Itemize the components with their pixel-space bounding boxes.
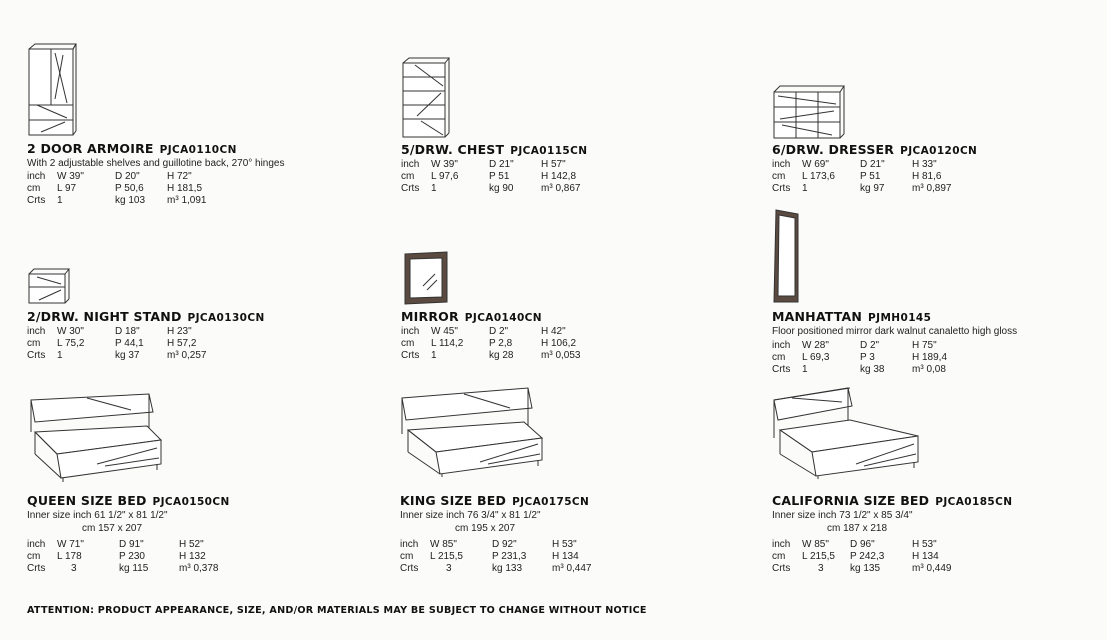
mirror-drawing-icon xyxy=(401,250,451,306)
queen-bed-drawing-icon xyxy=(27,392,167,484)
spec-volume: m³ 0,449 xyxy=(912,563,952,574)
spec-length: L 69,3 xyxy=(802,352,830,363)
spec-volume: m³ 0,897 xyxy=(912,183,952,194)
dresser-code: PJCA0120CN xyxy=(900,145,978,157)
spec-row-inch xyxy=(772,539,982,551)
spec-row-cm xyxy=(772,551,982,563)
spec-crts: 3 xyxy=(446,563,452,574)
spec-height: H 23" xyxy=(167,326,192,337)
queen-description-cm: cm 157 x 207 xyxy=(82,523,143,534)
california-name: CALIFORNIA SIZE BED xyxy=(772,493,930,508)
spec-height: H 75" xyxy=(912,340,937,351)
king-description: Inner size inch 76 3/4" x 81 1/2" xyxy=(400,510,541,521)
spec-depth: D 20" xyxy=(115,171,140,182)
spec-row-crts xyxy=(27,350,227,362)
spec-unit: cm xyxy=(27,338,41,349)
nightstand-drawing-icon xyxy=(27,268,71,306)
armoire-description: With 2 adjustable shelves and guillotine back, 270° hinges xyxy=(27,158,285,169)
dresser-name: 6/DRW. DRESSER xyxy=(772,142,895,157)
spec-row-crts xyxy=(772,364,972,376)
king-spec-table xyxy=(400,539,610,575)
spec-crts: 1 xyxy=(57,195,63,206)
spec-volume: m³ 0,257 xyxy=(167,350,207,361)
spec-depth: D 18" xyxy=(115,326,140,337)
mirror-title xyxy=(401,309,542,324)
spec-row-crts xyxy=(27,195,227,207)
spec-row-crts xyxy=(400,563,610,575)
spec-width: W 39" xyxy=(57,171,84,182)
spec-crts: 1 xyxy=(57,350,63,361)
dresser-spec-table xyxy=(772,159,972,195)
spec-depth: D 2" xyxy=(489,326,509,337)
spec-weight: kg 38 xyxy=(860,364,885,375)
spec-height: H 53" xyxy=(552,539,577,550)
spec-depth: P 242,3 xyxy=(850,551,885,562)
spec-row-cm xyxy=(27,338,227,350)
spec-row-inch xyxy=(401,326,601,338)
spec-row-cm xyxy=(772,352,972,364)
spec-unit: inch xyxy=(27,326,46,337)
spec-row-inch xyxy=(27,326,227,338)
mirror-spec-table xyxy=(401,326,601,362)
armoire-code: PJCA0110CN xyxy=(159,144,237,156)
california-spec-table xyxy=(772,539,982,575)
spec-width: W 39" xyxy=(431,159,458,170)
spec-row-cm xyxy=(27,551,237,563)
floor-mirror-drawing-icon xyxy=(772,208,802,304)
spec-height: H 33" xyxy=(912,159,937,170)
queen-spec-table xyxy=(27,539,237,575)
spec-height: H 42" xyxy=(541,326,566,337)
spec-row-cm xyxy=(772,171,972,183)
spec-width: W 28" xyxy=(802,340,829,351)
mirror-name: MIRROR xyxy=(401,309,459,324)
king-code: PJCA0175CN xyxy=(512,496,590,508)
manhattan-code: PJMH0145 xyxy=(868,312,932,324)
spec-crts-label: Crts xyxy=(27,350,46,361)
spec-height: H 81,6 xyxy=(912,171,942,182)
spec-unit: inch xyxy=(27,539,46,550)
spec-weight: kg 133 xyxy=(492,563,523,574)
king-description-cm: cm 195 x 207 xyxy=(455,523,516,534)
spec-unit: cm xyxy=(401,338,415,349)
spec-crts-label: Crts xyxy=(772,183,791,194)
queen-description: Inner size inch 61 1/2" x 81 1/2" xyxy=(27,510,168,521)
spec-row-crts xyxy=(401,183,601,195)
spec-height: H 134 xyxy=(912,551,939,562)
spec-height: H 189,4 xyxy=(912,352,948,363)
spec-width: W 85" xyxy=(802,539,829,550)
spec-width: W 45" xyxy=(431,326,458,337)
california-bed-drawing-icon xyxy=(772,386,928,480)
spec-weight: kg 97 xyxy=(860,183,885,194)
spec-unit: cm xyxy=(772,551,786,562)
dresser-title xyxy=(772,142,977,157)
spec-length: L 178 xyxy=(57,551,82,562)
nightstand-code: PJCA0130CN xyxy=(187,312,265,324)
spec-crts-label: Crts xyxy=(772,563,791,574)
spec-weight: kg 135 xyxy=(850,563,881,574)
spec-width: W 30" xyxy=(57,326,84,337)
california-title xyxy=(772,493,1012,508)
spec-depth: D 96" xyxy=(850,539,875,550)
spec-height: H 142,8 xyxy=(541,171,577,182)
california-description: Inner size inch 73 1/2" x 85 3/4" xyxy=(772,510,913,521)
spec-row-cm xyxy=(400,551,610,563)
spec-weight: kg 28 xyxy=(489,350,514,361)
spec-volume: m³ 0,378 xyxy=(179,563,219,574)
armoire-drawing-icon xyxy=(27,43,77,139)
spec-height: H 132 xyxy=(179,551,206,562)
spec-volume: m³ 0,447 xyxy=(552,563,592,574)
spec-row-inch xyxy=(27,539,237,551)
spec-depth: P 2,8 xyxy=(489,338,513,349)
spec-crts: 3 xyxy=(71,563,77,574)
spec-width: W 69" xyxy=(802,159,829,170)
chest-name: 5/DRW. CHEST xyxy=(401,142,505,157)
spec-width: W 71" xyxy=(57,539,84,550)
spec-unit: inch xyxy=(27,171,46,182)
spec-volume: m³ 0,08 xyxy=(912,364,946,375)
spec-height: H 134 xyxy=(552,551,579,562)
spec-length: L 97,6 xyxy=(431,171,459,182)
spec-depth: D 91" xyxy=(119,539,144,550)
spec-crts: 1 xyxy=(431,350,437,361)
chest-code: PJCA0115CN xyxy=(510,145,588,157)
spec-length: L 215,5 xyxy=(430,551,463,562)
spec-length: L 75,2 xyxy=(57,338,85,349)
spec-row-crts xyxy=(772,563,982,575)
spec-crts-label: Crts xyxy=(27,195,46,206)
spec-depth: D 92" xyxy=(492,539,517,550)
chest-title xyxy=(401,142,587,157)
spec-volume: m³ 0,867 xyxy=(541,183,581,194)
spec-row-crts xyxy=(772,183,972,195)
spec-unit: cm xyxy=(27,183,41,194)
spec-weight: kg 115 xyxy=(119,563,149,574)
king-title xyxy=(400,493,589,508)
spec-unit: cm xyxy=(400,551,414,562)
spec-height: H 53" xyxy=(912,539,937,550)
california-code: PJCA0185CN xyxy=(935,496,1013,508)
chest-drawing-icon xyxy=(401,56,451,140)
spec-row-inch xyxy=(401,159,601,171)
spec-crts: 1 xyxy=(431,183,437,194)
spec-row-cm xyxy=(27,183,227,195)
spec-length: L 114,2 xyxy=(431,338,464,349)
spec-unit: cm xyxy=(772,171,786,182)
spec-weight: kg 37 xyxy=(115,350,140,361)
spec-crts-label: Crts xyxy=(401,350,420,361)
spec-unit: inch xyxy=(400,539,419,550)
spec-height: H 57,2 xyxy=(167,338,197,349)
spec-unit: inch xyxy=(401,159,420,170)
spec-length: L 215,5 xyxy=(802,551,835,562)
armoire-title xyxy=(27,141,237,156)
nightstand-title xyxy=(27,309,265,324)
california-description-cm: cm 187 x 218 xyxy=(827,523,888,534)
spec-depth: D 21" xyxy=(860,159,885,170)
spec-height: H 57" xyxy=(541,159,566,170)
spec-unit: inch xyxy=(772,159,791,170)
king-bed-drawing-icon xyxy=(400,386,550,478)
spec-row-inch xyxy=(772,159,972,171)
spec-volume: m³ 1,091 xyxy=(167,195,207,206)
spec-crts-label: Crts xyxy=(401,183,420,194)
nightstand-name: 2/DRW. NIGHT STAND xyxy=(27,309,182,324)
spec-crts-label: Crts xyxy=(27,563,46,574)
spec-depth: P 51 xyxy=(489,171,510,182)
spec-row-crts xyxy=(401,350,601,362)
spec-depth: P 231,3 xyxy=(492,551,527,562)
manhattan-spec-table xyxy=(772,340,972,376)
spec-depth: P 51 xyxy=(860,171,881,182)
spec-weight: kg 90 xyxy=(489,183,514,194)
spec-crts: 1 xyxy=(802,364,808,375)
spec-width: W 85" xyxy=(430,539,457,550)
spec-crts: 1 xyxy=(802,183,808,194)
queen-code: PJCA0150CN xyxy=(152,496,230,508)
spec-crts-label: Crts xyxy=(772,364,791,375)
spec-height: H 181,5 xyxy=(167,183,203,194)
queen-title xyxy=(27,493,230,508)
spec-depth: D 2" xyxy=(860,340,880,351)
spec-row-crts xyxy=(27,563,237,575)
spec-unit: inch xyxy=(401,326,420,337)
spec-weight: kg 103 xyxy=(115,195,146,206)
armoire-name: 2 DOOR ARMOIRE xyxy=(27,141,154,156)
mirror-code: PJCA0140CN xyxy=(464,312,542,324)
dresser-drawing-icon xyxy=(772,84,846,142)
spec-unit: cm xyxy=(27,551,41,562)
manhattan-name: MANHATTAN xyxy=(772,309,863,324)
chest-spec-table xyxy=(401,159,601,195)
spec-length: L 173,6 xyxy=(802,171,835,182)
spec-row-inch xyxy=(772,340,972,352)
queen-name: QUEEN SIZE BED xyxy=(27,493,147,508)
spec-height: H 52" xyxy=(179,539,204,550)
king-name: KING SIZE BED xyxy=(400,493,507,508)
spec-length: L 97 xyxy=(57,183,77,194)
spec-depth: P 44,1 xyxy=(115,338,144,349)
spec-depth: P 50,6 xyxy=(115,183,144,194)
spec-height: H 72" xyxy=(167,171,192,182)
nightstand-spec-table xyxy=(27,326,227,362)
spec-unit: inch xyxy=(772,539,791,550)
spec-crts-label: Crts xyxy=(400,563,419,574)
spec-volume: m³ 0,053 xyxy=(541,350,581,361)
spec-unit: inch xyxy=(772,340,791,351)
manhattan-title xyxy=(772,309,931,324)
spec-unit: cm xyxy=(401,171,415,182)
spec-row-cm xyxy=(401,171,601,183)
spec-depth: P 3 xyxy=(860,352,875,363)
spec-row-cm xyxy=(401,338,601,350)
spec-depth: P 230 xyxy=(119,551,145,562)
spec-crts: 3 xyxy=(818,563,824,574)
spec-height: H 106,2 xyxy=(541,338,577,349)
attention-notice: ATTENTION: PRODUCT APPEARANCE, SIZE, AND/OR MATERIALS MAY BE SUBJECT TO CHANGE WITHOUT NOTICE xyxy=(27,605,647,616)
manhattan-description: Floor positioned mirror dark walnut canaletto high gloss xyxy=(772,326,1018,337)
spec-depth: D 21" xyxy=(489,159,514,170)
armoire-spec-table xyxy=(27,171,227,207)
spec-unit: cm xyxy=(772,352,786,363)
spec-row-inch xyxy=(400,539,610,551)
spec-row-inch xyxy=(27,171,227,183)
